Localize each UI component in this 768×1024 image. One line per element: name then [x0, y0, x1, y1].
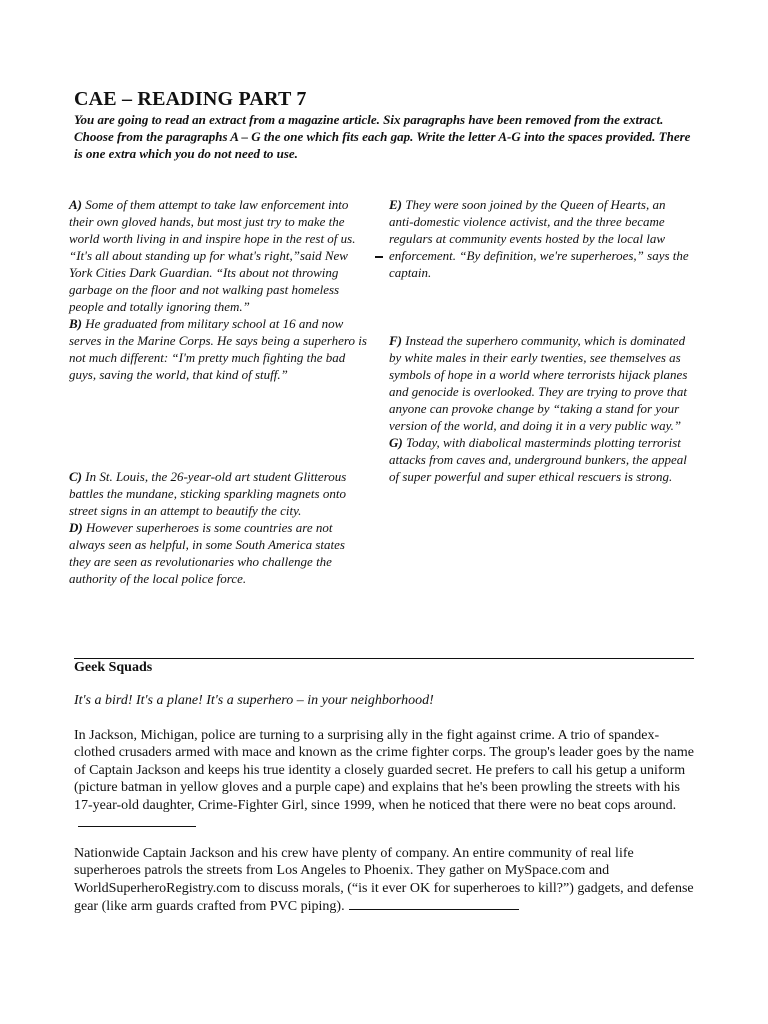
section-divider — [74, 658, 694, 659]
option-text-a: Some of them attempt to take law enforcement into their own gloved hands, but most just try to make the world worth living in and inspire hope in the rest of us. “It's all about standing up for what's right,”said New York Cities Dark Guardian. “Its about not throwing garbage on the floor and not walking past homeless people and totally ignoring them.” — [69, 197, 356, 314]
option-paragraph-c — [69, 468, 369, 519]
option-paragraph-e — [389, 196, 689, 281]
option-letter-e: E) — [389, 197, 402, 212]
article-subtitle: It's a bird! It's a plane! It's a superhero – in your neighborhood! — [74, 693, 434, 708]
option-text-b: He graduated from military school at 16 and now serves in the Marine Corps. He says being a superhero is not much different: “I'm pretty much fighting the bad guys, saving the world, that kind of stuff.” — [69, 316, 367, 382]
task-instructions: You are going to read an extract from a magazine article. Six paragraphs have been removed from the extract. Choose from the paragraphs A – G the one which fits each gap. Write the letter A-G into the spaces provided. There is one extra which you do not need to use. — [74, 112, 691, 161]
article-paragraph-2-text: Nationwide Captain Jackson and his crew have plenty of company. An entire community of real life superheroes patrols the streets from Los Angeles to Phoenix. They gather on MySpace.com and WorldSuperheroRegistry.com to discuss morals, (“is it ever OK for superheroes to kill?”) gadgets, and defense gear (like arm guards crafted from PVC piping). — [74, 846, 694, 915]
option-letter-c: C) — [69, 469, 82, 484]
option-text-g: Today, with diabolical masterminds plotting terrorist attacks from caves and, underground bunkers, the appeal of super powerful and super ethical rescuers is strong. — [389, 435, 687, 484]
option-letter-a: A) — [69, 197, 82, 212]
option-column-left — [69, 196, 369, 383]
option-letter-f: F) — [389, 333, 402, 348]
dash-mark — [375, 256, 383, 258]
option-paragraph-a — [69, 196, 369, 315]
option-column-right — [389, 196, 689, 281]
option-text-c: In St. Louis, the 26-year-old art student Glitterous battles the mundane, sticking sparkling magnets onto street signs in an attempt to beautify the city. — [69, 469, 347, 518]
option-text-f: Instead the superhero community, which is dominated by white males in their early twenties, see themselves as symbols of hope in a world where terrorists hijack planes and genocide is overlooked. They are trying to prove that anyone can provoke change by “taking a stand for your version of the world, and doing it in a very public way.” — [389, 333, 688, 433]
option-paragraph-f — [389, 332, 689, 434]
option-column-left-lower — [69, 468, 369, 587]
option-paragraph-d — [69, 519, 369, 587]
article-heading: Geek Squads — [74, 660, 153, 675]
option-column-right-middle — [389, 332, 689, 485]
page-title: CAE – READING PART 7 — [74, 88, 307, 110]
option-letter-g: G) — [389, 435, 403, 450]
option-text-e: They were soon joined by the Queen of Hearts, an anti-domestic violence activist, and the three became regulars at community events hosted by the local law enforcement. “By definition, we're superheroes,” says the captain. — [389, 197, 689, 280]
option-letter-d: D) — [69, 520, 83, 535]
article-paragraph-2 — [74, 845, 698, 916]
article-paragraph-1 — [74, 727, 698, 832]
answer-gap-1[interactable] — [78, 814, 196, 827]
option-letter-b: B) — [69, 316, 82, 331]
option-text-d: However superheroes is some countries are not always seen as helpful, in some South America states they are seen as revolutionaries who challenge the authority of the local police force. — [69, 520, 345, 586]
option-paragraph-g — [389, 434, 689, 485]
article-paragraph-1-text: In Jackson, Michigan, police are turning to a surprising ally in the fight against crime. A trio of spandex-clothed crusaders armed with mace and known as the crime fighter corps. The group's leader goes by the name of Captain Jackson and keeps his true identity a closely guarded secret. He prefers to call his getup a uniform (picture batman in yellow gloves and a purple cape) and explains that he's been prowling the streets with his 17-year-old daughter, Crime-Fighter Girl, since 1999, when he noticed that there were no beat cops around. — [74, 728, 694, 813]
answer-gap-2[interactable] — [349, 897, 519, 910]
option-paragraph-b — [69, 315, 369, 383]
